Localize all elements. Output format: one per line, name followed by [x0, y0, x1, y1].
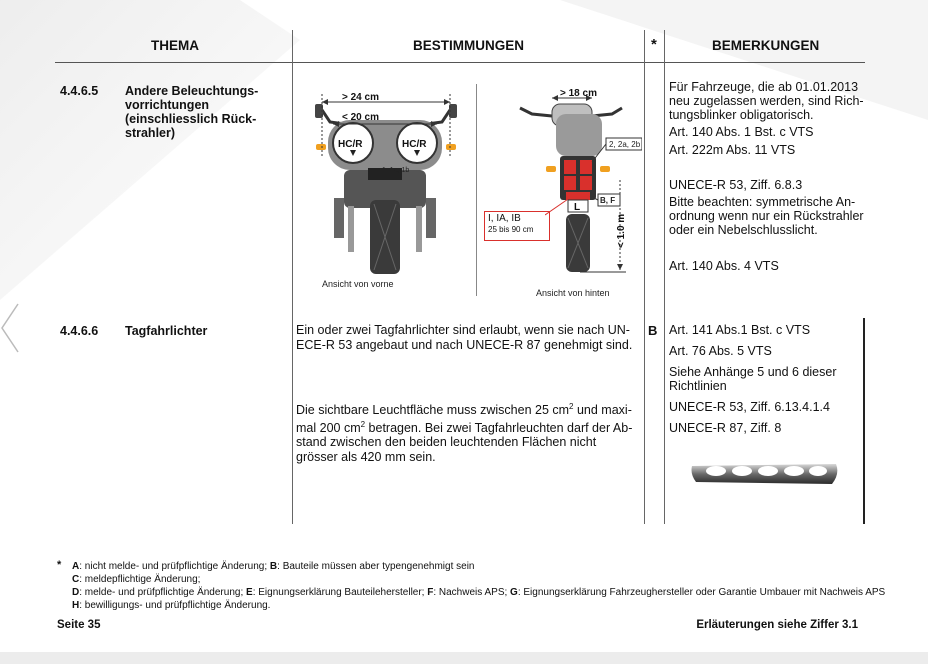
remark-unece-87: UNECE-R 87, Ziff. 8 [669, 421, 782, 435]
front-width-outer-label: > 24 cm [342, 92, 379, 103]
section-number-2: 4.4.6.6 [60, 324, 99, 338]
header-star: * [651, 36, 657, 53]
footnote-star: * [57, 559, 62, 571]
change-class-marker: B [648, 323, 658, 338]
footer-reference: Erläuterungen siehe Ziffer 3.1 [696, 619, 858, 631]
footnote-line-4: H: bewilligungs- und prüfpflichtige Änderung. [72, 600, 271, 611]
header-thema: THEMA [151, 38, 199, 53]
provision-paragraph-2: Die sichtbare Leuchtfläche muss zwischen 25 $cm^2$ und maxi-mal 200 $cm^2$ betragen. Bei zwei Tagfahrleuchten darf der Ab-stand zwischen den beiden leuchtenden Flächen nicht grösser als 420 mm sein. [296, 402, 633, 464]
rear-width-label: > 18 cm [560, 88, 597, 99]
daytime-running-light-image [686, 456, 842, 492]
page-number: Seite 35 [57, 619, 101, 631]
section-topic: Andere Beleuchtungs- vorrichtungen (einschliesslich Rück- strahler) [125, 84, 259, 140]
remark-vts-140-4: Art. 140 Abs. 4 VTS [669, 259, 779, 273]
section-number: 4.4.6.5 [60, 84, 99, 98]
motorcycle-front-view-figure [300, 80, 472, 295]
front-lamp-right-label: HC/R [402, 139, 427, 150]
remark-unece-53-2: UNECE-R 53, Ziff. 6.13.4.1.4 [669, 400, 830, 414]
remark-annex: Siehe Anhänge 5 und 6 dieser Richtlinien [669, 365, 837, 393]
remark-vts-140: Art. 140 Abs. 1 Bst. c VTS [669, 125, 814, 139]
figure-divider [476, 84, 477, 296]
section-topic-2: Tagfahrlichter [125, 324, 208, 338]
rear-tag-top: 2, 2a, 2b [609, 140, 641, 149]
column-divider-3 [664, 30, 665, 524]
footnote-line-2: C: meldepflichtige Änderung; [72, 574, 201, 585]
front-caption: Ansicht von vorne [322, 279, 394, 289]
remark-vts-76: Art. 76 Abs. 5 VTS [669, 344, 772, 358]
front-lamp-left-label: HC/R [338, 139, 363, 150]
callout-leader-line [545, 195, 575, 219]
remark-vts-222m: Art. 222m Abs. 11 VTS [669, 143, 796, 157]
provision-paragraph-1: Ein oder zwei Tagfahrlichter sind erlaubt, wenn sie nach UN-ECE-R 53 angebaut und nach UNECE-R 87 genehmigt sind. [296, 323, 633, 352]
front-width-inner-label: < 20 cm [342, 112, 379, 123]
front-small-label: 1, 1a, 1b [382, 167, 410, 174]
rear-caption: Ansicht von hinten [536, 288, 610, 298]
remark-unece-53: UNECE-R 53, Ziff. 6.8.3 [669, 178, 803, 192]
column-divider-2 [644, 30, 645, 524]
rear-height-label: < 1.0 m [616, 213, 627, 248]
reflector-height-box: I, IA, IB 25 bis 90 cm [484, 211, 550, 241]
header-rule [55, 62, 865, 63]
remark-vts-141: Art. 141 Abs.1 Bst. c VTS [669, 323, 811, 337]
remark-obligation: Für Fahrzeuge, die ab 01.01.2013 neu zugelassen werden, sind Rich-tungsblinker obligatorisch. [669, 80, 864, 122]
rear-plate-letter: L [574, 202, 581, 213]
footnote-line-3: D: melde- und prüfpflichtige Änderung; E: Eignungserklärung Bauteilehersteller; F: Nachweis APS; G: Eignungserklärung Fahrzeughersteller oder Garantie Umbauer mit Nachweis APS [72, 587, 886, 598]
header-bemerkungen: BEMERKUNGEN [712, 38, 820, 53]
remark-symmetry: Bitte beachten: symmetrische An-ordnung wenn nur ein Rückstrahler oder ein Nebelschlusslicht. [669, 195, 864, 237]
footnote-line-1: A: nicht melde- und prüfpflichtige Änderung; B: Bauteile müssen aber typengenehmigt sein [72, 561, 475, 572]
motorcycle-rear-view-figure [480, 82, 642, 302]
column-divider-1 [292, 30, 293, 524]
rear-tag-bf: B, F [600, 196, 616, 205]
header-bestimmungen: BESTIMMUNGEN [413, 38, 524, 53]
